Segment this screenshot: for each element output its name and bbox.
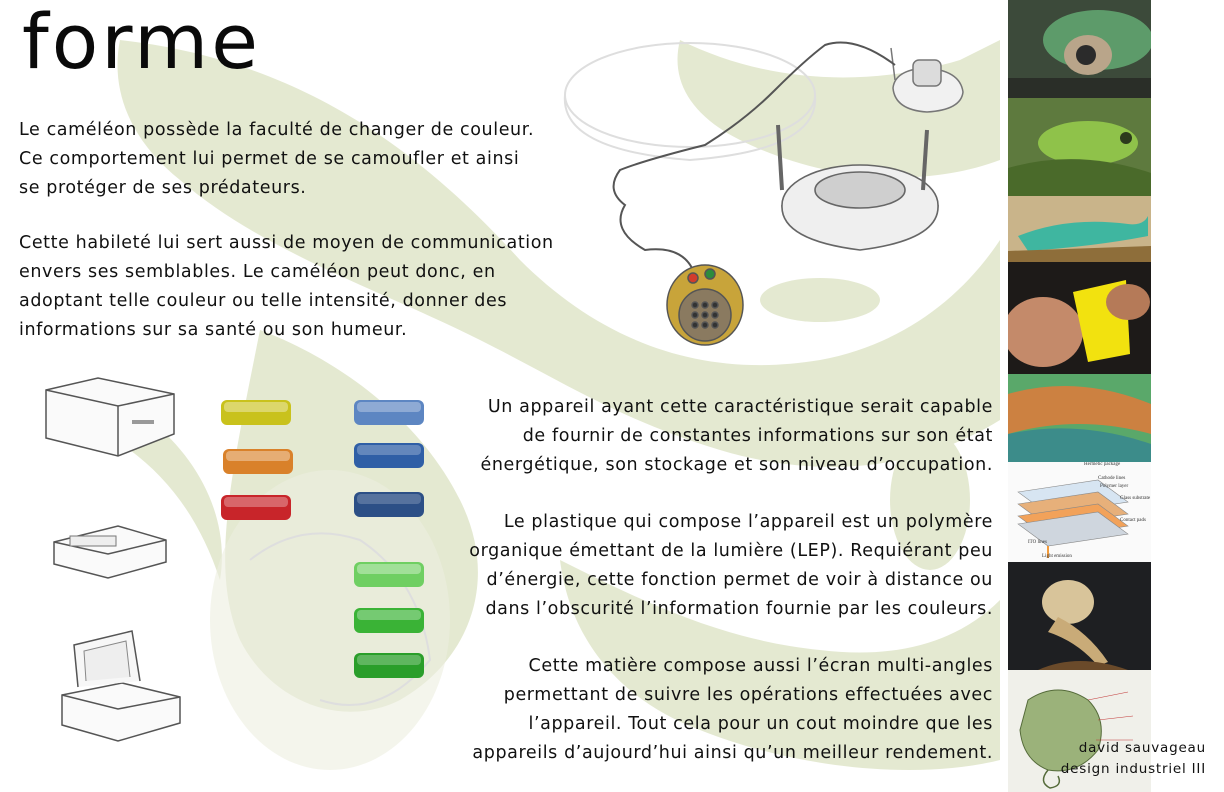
green-chameleon-photo	[1008, 98, 1151, 196]
device-paragraph-3: Cette matière compose aussi l’écran multi-angles permettant de suivre les opérations effectuées avec l’appareil. Tout cela pour un cout moindre que les appareils d’aujourd’hui ainsi qu’un meilleur rendement.	[472, 656, 993, 763]
course-name: design industriel III	[1060, 761, 1206, 777]
device-paragraph-1: Un appareil ayant cette caractéristique serait capable de fournir de constantes informations sur son état énergétique, son stockage et son niveau d’occupation.	[480, 397, 993, 475]
diagram-label-hermetic: Hermetic package	[1084, 462, 1121, 467]
diagram-label-glass: Glass substrate	[1120, 496, 1151, 501]
photo-strip	[1008, 0, 1151, 792]
device-sketch-open-flat	[48, 518, 173, 583]
color-chip-blue-dark	[353, 489, 425, 519]
color-chip-green-dark	[353, 650, 425, 680]
diagram-label-cathode: Cathode lines	[1098, 476, 1126, 481]
device-paragraph-2: Le plastique qui compose l’appareil est un polymère organique émettant de la lumière (LEP). Requiérant peu d’énergie, cette fonction permet de voir à distance ou dans l’obscurité l’information fournie par les couleurs.	[469, 512, 993, 619]
turquoise-chameleon-photo	[1008, 196, 1151, 262]
device-sketch-open-upright	[52, 625, 187, 745]
device-sketch-closed	[38, 372, 183, 462]
page-title: forme	[22, 0, 261, 86]
chameleon-skin-closeup-photo	[1008, 374, 1151, 462]
diagram-label-light: Light emission	[1042, 554, 1072, 559]
diagram-label-polymer: Polymer layer	[1100, 484, 1129, 489]
diagram-label-contact: Contact pads	[1120, 518, 1146, 523]
color-chip-blue-light	[353, 397, 425, 427]
chameleon-on-branch-photo	[1008, 562, 1151, 670]
color-chip-orange	[222, 446, 294, 476]
chameleon-head-photo	[1008, 0, 1151, 98]
color-chip-green-mid	[353, 605, 425, 635]
intro-paragraph-2: Cette habileté lui sert aussi de moyen de communication envers ses semblables. Le caméléon peut donc, en adoptant telle couleur ou telle intensité, donner des informations sur sa santé ou son humeur.	[19, 233, 554, 340]
device-sketch-pendant	[565, 30, 985, 350]
author-name: david sauvageau	[1078, 740, 1206, 756]
color-chip-red	[220, 492, 292, 522]
intro-paragraph-1: Le caméléon possède la faculté de changer de couleur. Ce comportement lui permet de se camoufler et ainsi se protéger de ses prédateurs.	[19, 120, 535, 198]
diagram-label-ito: ITO lines	[1028, 540, 1047, 545]
color-chip-yellow	[220, 397, 292, 427]
color-chip-green-light	[353, 559, 425, 589]
lep-layers-diagram	[1008, 462, 1151, 562]
yellow-film-in-hand-photo	[1008, 262, 1151, 374]
color-chip-blue-mid	[353, 440, 425, 470]
